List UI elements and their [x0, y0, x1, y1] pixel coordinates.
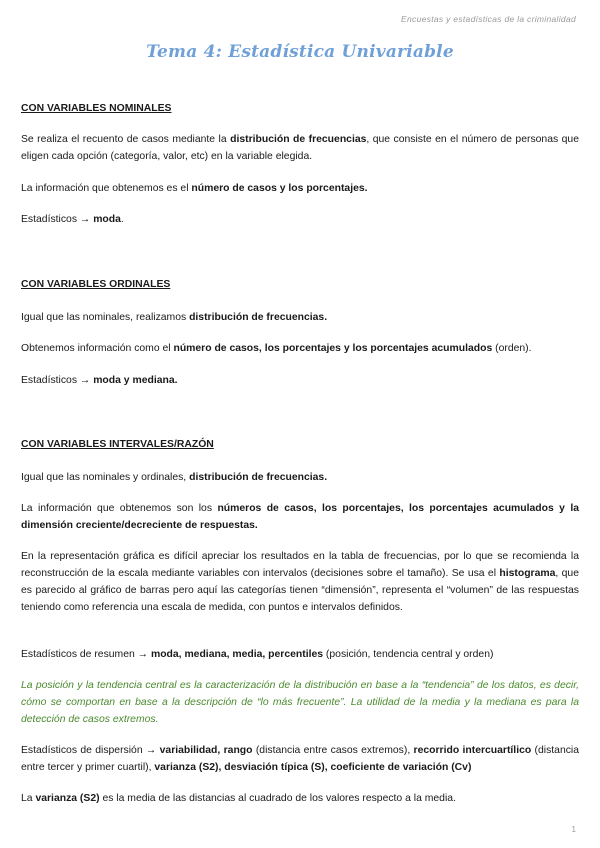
- paragraph: Obtenemos información como el número de casos, los porcentajes y los porcentajes acumulados (orden).: [21, 343, 532, 354]
- bold-term: distribución de frecuencias.: [189, 312, 328, 323]
- paragraph: Igual que las nominales y ordinales, distribución de frecuencias.: [21, 472, 328, 483]
- bold-term: distribución de frecuencias.: [189, 472, 328, 483]
- paragraph: Estadísticos → moda y mediana.: [21, 375, 178, 386]
- paragraph: En la representación gráfica es difícil apreciar los resultados en la tabla de frecuencias, por lo que se recomienda la reconstrucción de la escala mediante variables con intervalos (decisiones sobre el tamaño). Se usa el histograma, que es parecido al gráfico de barras pero aquí las categorías tienen “dimensión”, representa el “volumen” de las respuestas teniendo como referencia una escala de medida, con puntos e intervalos definidos.: [21, 551, 579, 613]
- paragraph: La información que obtenemos es el número de casos y los porcentajes.: [21, 183, 368, 194]
- section-heading-nominales: CON VARIABLES NOMINALES: [21, 103, 172, 114]
- bold-term: números de casos, los porcentajes, los porcentajes acumulados y la dimensión creciente/decreciente de respuestas.: [21, 503, 579, 531]
- header-note: Encuestas y estadísticas de la criminalidad: [401, 14, 576, 24]
- page-number: 1: [571, 825, 576, 834]
- bold-term: recorrido intercuartílico: [413, 745, 532, 756]
- page-title: Tema 4: Estadística Univariable: [146, 42, 454, 62]
- paragraph: Se realiza el recuento de casos mediante la distribución de frecuencias, que consiste en el número de personas que eligen cada opción (categoría, valor, etc) en la variable elegida.: [21, 134, 579, 162]
- section-heading-intervales: CON VARIABLES INTERVALES/RAZÓN: [21, 439, 214, 450]
- bold-term: moda: [93, 214, 121, 225]
- bold-term: moda y mediana.: [93, 375, 178, 386]
- paragraph: La información que obtenemos son los números de casos, los porcentajes, los porcentajes acumulados y la dimensión creciente/decreciente de respuestas.: [21, 503, 579, 531]
- bold-term: varianza (S2), desviación típica (S), coeficiente de variación (Cv): [154, 762, 472, 773]
- paragraph: Estadísticos de dispersión → variabilidad, rango (distancia entre casos extremos), recorrido intercuartílico (distancia entre tercer y primer cuartil), varianza (S2), desviación típica (S), coeficiente de variación (Cv): [21, 745, 580, 773]
- paragraph: Estadísticos → moda.: [21, 214, 124, 225]
- section-heading-ordinales: CON VARIABLES ORDINALES: [21, 279, 171, 290]
- bold-term: variabilidad, rango: [159, 745, 253, 756]
- bold-term: distribución de frecuencias: [230, 134, 367, 145]
- bold-term: moda, mediana, media, percentiles: [150, 649, 324, 660]
- highlighted-note: La posición y la tendencia central es la caracterización de la distribución en base a la “tendencia” de los datos, es decir, cómo se comportan en base a la descripción de “lo más frecuente”. La utilidad de la media y la mediana es para la detección de casos extremos.: [21, 680, 579, 725]
- paragraph: Igual que las nominales, realizamos distribución de frecuencias.: [21, 312, 328, 323]
- bold-term: número de casos, los porcentajes y los porcentajes acumulados: [173, 343, 493, 354]
- bold-term: histograma: [499, 568, 556, 579]
- paragraph: Estadísticos de resumen → moda, mediana, media, percentiles (posición, tendencia central y orden): [21, 649, 494, 660]
- paragraph: La varianza (S2) es la media de las distancias al cuadrado de los valores respecto a la media.: [21, 793, 456, 804]
- bold-term: número de casos y los porcentajes.: [191, 183, 368, 194]
- bold-term: varianza (S2): [35, 793, 100, 804]
